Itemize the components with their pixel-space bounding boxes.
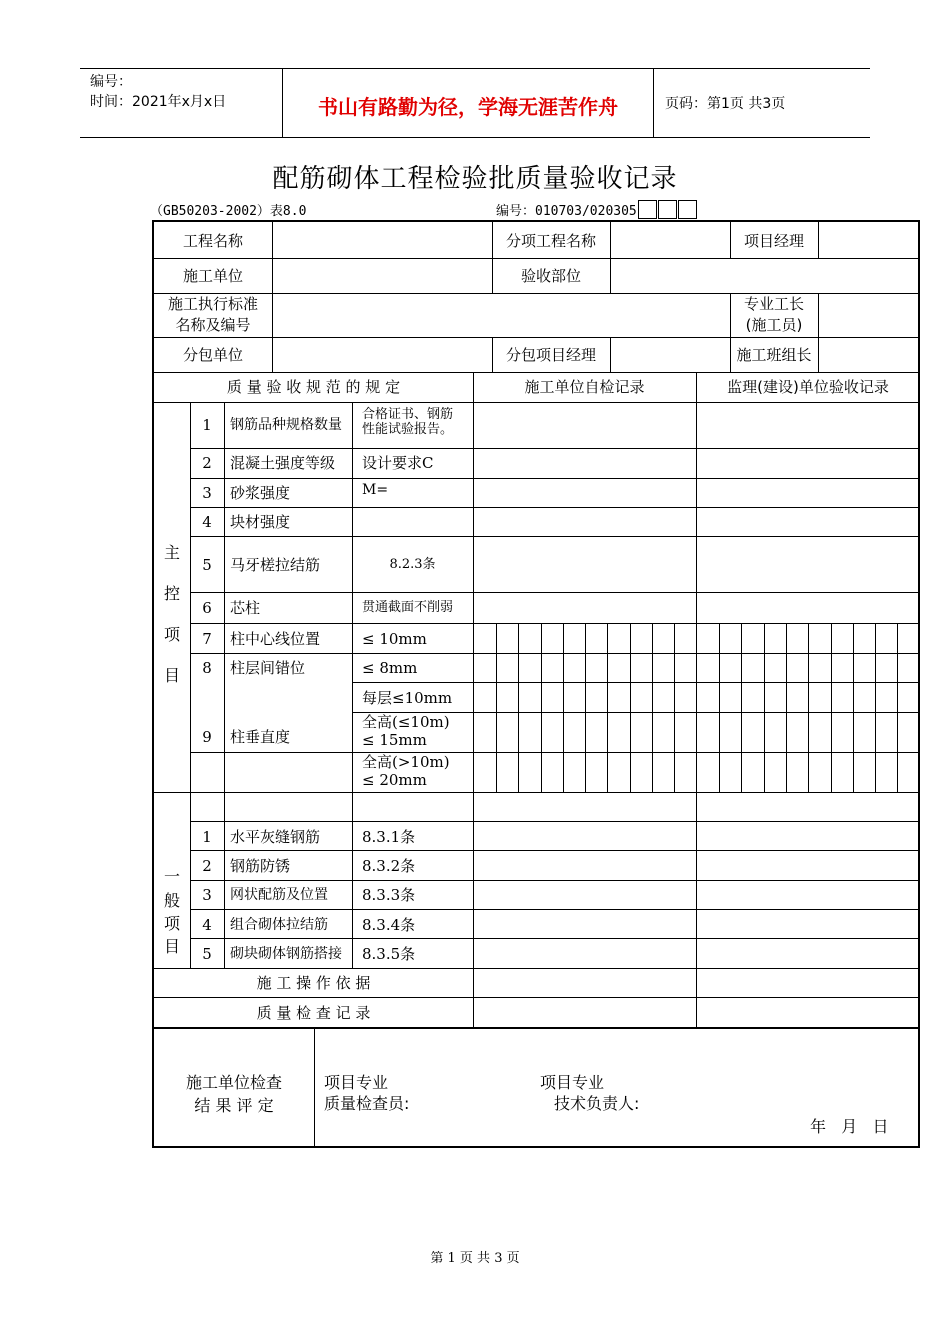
main-item-name: 柱垂直度 (230, 728, 291, 746)
general-item-no: 2 (202, 857, 212, 875)
general-item-req: 8.3.5条 (362, 945, 416, 963)
column-supervision: 监理(建设)单位验收记录 (727, 378, 889, 396)
date-label: 时间：2021年x月x日 (90, 94, 227, 110)
main-item-name: 柱中心线位置 (230, 630, 321, 648)
label-foreman-line1: 专业工长 (743, 295, 804, 313)
main-item-name: 砂浆强度 (230, 484, 291, 502)
label-construction-unit: 施工单位 (182, 267, 243, 285)
general-item-name: 组合砌体拉结筋 (230, 917, 328, 933)
label-standard-line1: 施工执行标准 (167, 295, 258, 313)
main-item-no: 4 (202, 513, 212, 531)
label-sub-project-name: 分项工程名称 (505, 232, 596, 250)
label-project-manager: 项目经理 (743, 232, 804, 250)
general-item-name: 水平灰缝钢筋 (230, 828, 321, 846)
record-code (496, 200, 697, 219)
header-meta (80, 69, 282, 137)
main-item-req: 8.2.3条 (389, 557, 436, 572)
main-item-req: 全高(>10m) (362, 753, 450, 771)
main-item-no: 1 (202, 416, 212, 434)
main-item-name: 块材强度 (230, 513, 291, 531)
general-item-no: 3 (202, 886, 212, 904)
main-item-no: 9 (202, 728, 212, 746)
main-label-char: 目 (163, 666, 180, 685)
main-label-char: 主 (163, 543, 180, 562)
page-title: 配筋砌体工程检验批质量验收记录 (272, 164, 678, 194)
motto: 书山有路勤为径，学海无涯苦作舟 (282, 69, 654, 137)
tech-line1: 项目专业 (540, 1073, 605, 1092)
general-item-name: 网状配筋及位置 (230, 887, 328, 903)
label-team-leader: 施工班组长 (736, 346, 812, 364)
general-item-req: 8.3.1条 (362, 828, 416, 846)
label-sub-manager: 分包项目经理 (505, 346, 596, 364)
main-item-no: 7 (202, 630, 212, 648)
result-label-line1: 施工单位检查 (185, 1073, 282, 1092)
tech-line2: 技术负责人: (554, 1094, 640, 1113)
column-spec: 质 量 验 收 规 范 的 规 定 (226, 378, 401, 396)
main-item-no: 8 (202, 659, 212, 677)
general-label-char: 般 (163, 891, 180, 910)
number-label: 编号： (90, 74, 132, 90)
main-item-req: 贯通截面不削弱 (362, 600, 454, 615)
page-footer: 第 1 页 共 3 页 (430, 1251, 520, 1266)
main-item-no: 6 (202, 599, 212, 617)
input-project-name[interactable] (274, 222, 490, 258)
main-item-req: ≤ 20mm (362, 771, 427, 789)
main-item-name: 混凝土强度等级 (230, 454, 336, 472)
label-acceptance-part: 验收部位 (520, 267, 581, 285)
general-item-name: 砌块砌体钢筋搭接 (230, 946, 342, 962)
column-self-check: 施工单位自检记录 (524, 378, 645, 396)
main-item-req: ≤ 15mm (362, 731, 427, 749)
general-item-req: 8.3.4条 (362, 916, 416, 934)
main-item-req: 每层≤10mm (362, 689, 453, 707)
general-label-char: 一 (163, 867, 180, 886)
code-box[interactable] (658, 200, 677, 219)
basis-label: 施 工 操 作 依 据 (256, 974, 371, 992)
result-date: 年 月 日 (810, 1117, 889, 1136)
main-item-name: 钢筋品种规格数量 (230, 417, 342, 433)
label-project-name: 工程名称 (182, 232, 243, 250)
general-item-req: 8.3.2条 (362, 857, 416, 875)
result-label-line2: 结 果 评 定 (194, 1096, 274, 1115)
label-subcontractor: 分包单位 (182, 346, 243, 364)
standard-code: （GB50203-2002）表8.0 (150, 204, 307, 219)
main-item-no: 2 (202, 454, 212, 472)
label-foreman-line2: (施工员) (745, 316, 803, 334)
main-item-req: ≤ 8mm (362, 659, 418, 677)
main-item-no: 5 (202, 556, 212, 574)
inspector-line2: 质量检查员: (324, 1094, 410, 1113)
main-item-no: 3 (202, 484, 212, 502)
main-item-name: 芯柱 (230, 599, 261, 617)
inspector-line1: 项目专业 (324, 1073, 389, 1092)
label-standard-line2: 名称及编号 (175, 316, 251, 334)
main-item-name: 马牙槎拉结筋 (230, 556, 321, 574)
document-header (80, 68, 870, 138)
code-box[interactable] (678, 200, 697, 219)
page-info: 页码：第1页 共3页 (665, 96, 786, 112)
inspection-form (152, 220, 920, 1148)
main-item-req: M= (362, 482, 389, 498)
main-label-char: 项 (163, 625, 180, 644)
record-label: 质 量 检 查 记 录 (256, 1004, 371, 1022)
record-code-text: 编号：010703/020305 (496, 204, 637, 219)
main-item-req: 性能试验报告。 (362, 422, 454, 437)
code-box[interactable] (638, 200, 657, 219)
general-label-char: 项 (163, 914, 180, 933)
main-item-req: 设计要求C (362, 454, 434, 472)
main-item-req: 合格证书、钢筋 (362, 407, 454, 422)
main-item-req: 全高(≤10m) (362, 713, 450, 731)
general-label-char: 目 (163, 937, 180, 956)
main-item-name: 柱层间错位 (230, 659, 306, 677)
general-item-name: 钢筋防锈 (230, 857, 291, 875)
general-item-no: 1 (202, 828, 212, 846)
main-item-req: ≤ 10mm (362, 630, 427, 648)
general-item-req: 8.3.3条 (362, 886, 416, 904)
general-item-no: 4 (202, 916, 212, 934)
general-item-no: 5 (202, 945, 212, 963)
main-label-char: 控 (163, 584, 180, 603)
